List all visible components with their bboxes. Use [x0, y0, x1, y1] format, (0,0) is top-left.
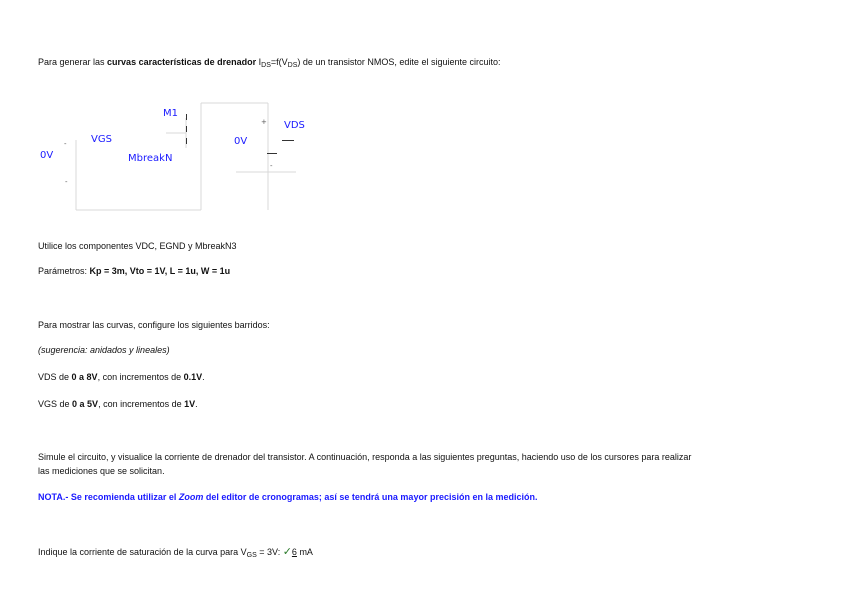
- simulate-line-1: Simule el circuito, y visualice la corriente de drenador del transistor. A continuación, responda a las siguientes preguntas, haciendo uso de los cursores para realizar: [38, 452, 692, 462]
- components-text: Utilice los componentes VDC, EGND y MbreakN3: [38, 241, 237, 251]
- vds-plus-sign: +: [261, 118, 267, 126]
- vds-minus-mark: -: [270, 162, 273, 170]
- answer-field[interactable]: 6: [291, 547, 297, 557]
- sweep-vgs: VGS de 0 a 5V, con incrementos de 1V.: [38, 399, 198, 409]
- mbreak-label: MbreakN: [128, 153, 173, 164]
- circuit-schematic: [36, 98, 336, 216]
- sweep-intro: Para mostrar las curvas, configure los siguientes barridos:: [38, 320, 270, 330]
- simulate-line-2: las mediciones que se solicitan.: [38, 466, 165, 476]
- m1-label: M1: [163, 108, 178, 119]
- question-saturation: Indique la corriente de saturación de la curva para $V_{GS} = 3V$: ✓6 mA: [38, 546, 313, 559]
- vgs-minus-sign: -: [64, 140, 67, 148]
- sweep-vds: VDS de 0 a 8V, con incrementos de 0.1V.: [38, 372, 205, 382]
- check-icon: ✓: [282, 546, 292, 558]
- intro-text: Para generar las curvas características de drenador $I_{DS}=f(V_{DS})$ de un transistor NMOS, edite el siguiente circuito:: [38, 57, 501, 69]
- sweep-hint: (sugerencia: anidados y lineales): [38, 345, 170, 355]
- vds-value-label: 0V: [234, 136, 248, 147]
- vgs-label: VGS: [91, 134, 112, 145]
- vgs-bottom-mark: -: [65, 178, 68, 186]
- note-text: NOTA.- Se recomienda utilizar el Zoom del editor de cronogramas; así se tendrá una mayor precisión en la medición.: [38, 492, 538, 502]
- vgs-value-label: 0V: [40, 150, 54, 161]
- params-text: Parámetros: Kp = 3m, Vto = 1V, L = 1u, W = 1u: [38, 266, 231, 276]
- vds-label: VDS: [284, 120, 305, 131]
